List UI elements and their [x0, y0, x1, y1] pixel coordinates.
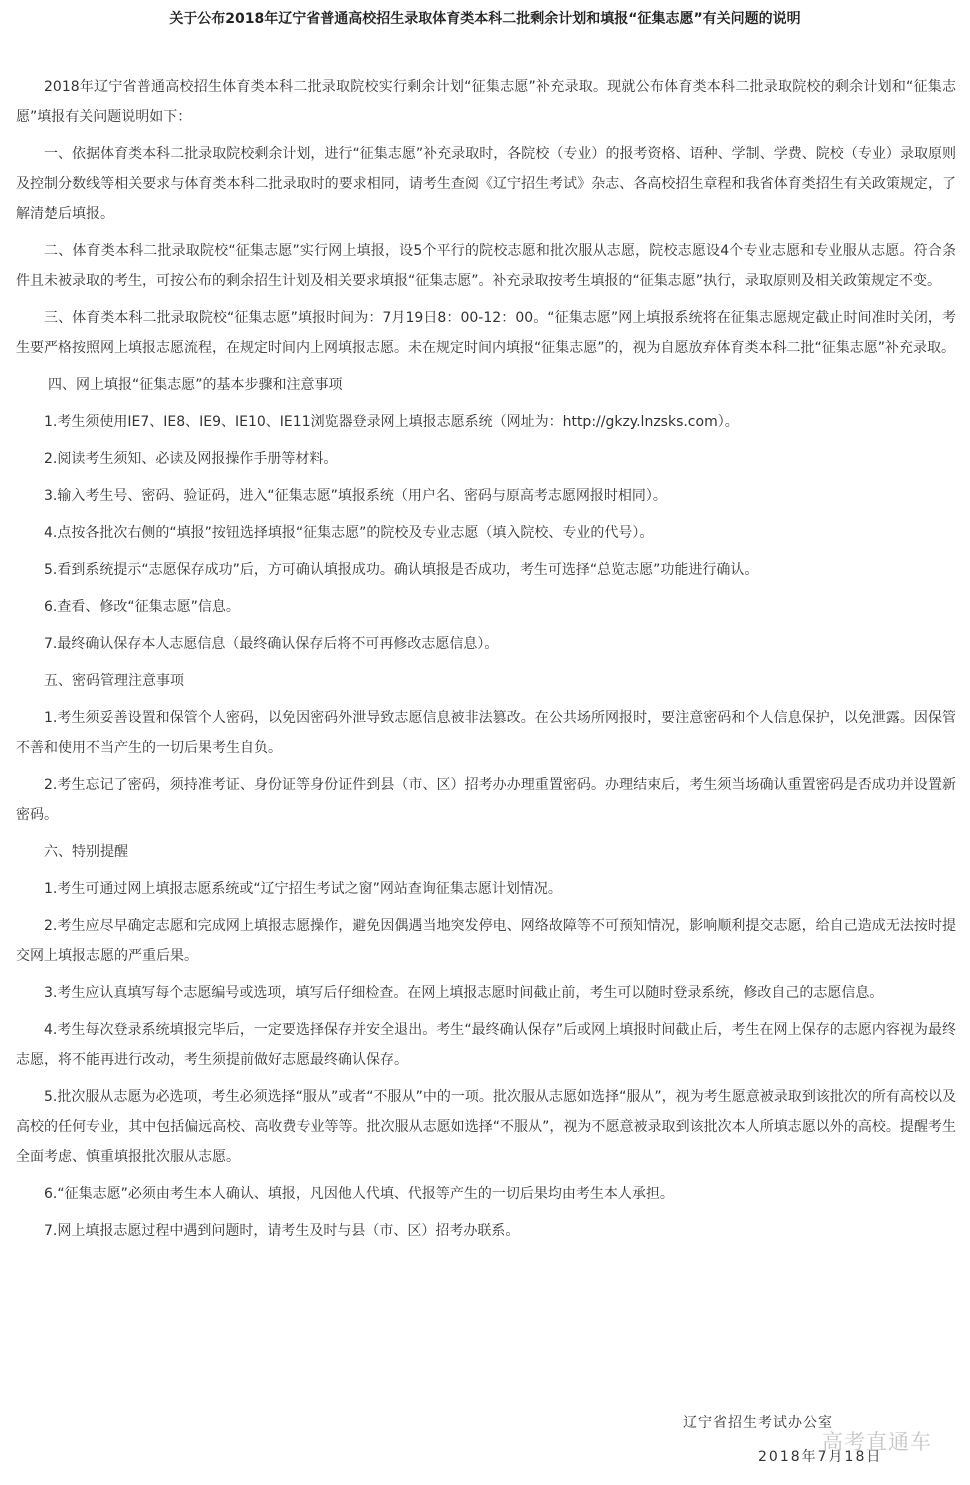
- section-2-paragraph: 二、体育类本科二批录取院校“征集志愿”实行网上填报，设5个平行的院校志愿和批次服从志愿，院校志愿设4个专业志愿和专业服从志愿。符合条件且未被录取的考生，可按公布的剩余招生计划及相关要求填报“征集志愿”。补充录取按考生填报的“征集志愿”执行，录取原则及相关政策规定不变。: [16, 243, 956, 289]
- reminder-item: 7.网上填报志愿过程中遇到问题时，请考生及时与县（市、区）招考办联系。: [44, 1223, 520, 1239]
- document-body: [16, 72, 956, 1253]
- password-item: 1.考生须妥善设置和保管个人密码，以免因密码外泄导致志愿信息被非法篡改。在公共场所网报时，要注意密码和个人信息保护，以免泄露。因保管不善和使用不当产生的一切后果考生自负。: [16, 710, 956, 756]
- step-item: 5.看到系统提示“志愿保存成功”后，方可确认填报成功。确认填报是否成功，考生可选择“总览志愿”功能进行确认。: [44, 562, 759, 578]
- step-item: 3.输入考生号、密码、验证码，进入“征集志愿”填报系统（用户名、密码与原高考志愿网报时相同）。: [44, 488, 667, 504]
- section-6-heading: 六、特别提醒: [44, 844, 128, 860]
- document-title: 关于公布2018年辽宁省普通高校招生录取体育类本科二批剩余计划和填报“征集志愿”有关问题的说明: [169, 11, 801, 27]
- step-item: 1.考生须使用IE7、IE8、IE9、IE10、IE11浏览器登录网上填报志愿系统（网址为：http://gkzy.lnzsks.com）。: [44, 414, 739, 430]
- step-item: 7.最终确认保存本人志愿信息（最终确认保存后将不可再修改志愿信息）。: [44, 636, 499, 652]
- section-3-paragraph: 三、体育类本科二批录取院校“征集志愿”填报时间为：7月19日8：00-12：00。“征集志愿”网上填报系统将在征集志愿规定截止时间准时关闭，考生要严格按照网上填报志愿流程，在规定时间内上网填报志愿。未在规定时间内填报“征集志愿”的，视为自愿放弃体育类本科二批“征集志愿”补充录取。: [16, 310, 956, 356]
- reminder-item: 1.考生可通过网上填报志愿系统或“辽宁招生考试之窗”网站查询征集志愿计划情况。: [44, 881, 562, 897]
- section-1-paragraph: 一、依据体育类本科二批录取院校剩余计划，进行“征集志愿”补充录取时，各院校（专业）的报考资格、语种、学制、学费、院校（专业）录取原则及控制分数线等相关要求与体育类本科二批录取时的要求相同，请考生查阅《辽宁招生考试》杂志、各高校招生章程和我省体育类招生有关政策规定，了解清楚后填报。: [16, 146, 956, 222]
- reminder-item: 6.“征集志愿”必须由考生本人确认、填报，凡因他人代填、代报等产生的一切后果均由考生本人承担。: [44, 1186, 674, 1202]
- step-item: 4.点按各批次右侧的“填报”按钮选择填报“征集志愿”的院校及专业志愿（填入院校、专业的代号）。: [44, 525, 654, 541]
- issue-date: 2018年7月18日: [758, 1449, 883, 1465]
- reminder-item: 2.考生应尽早确定志愿和完成网上填报志愿操作，避免因偶遇当地突发停电、网络故障等不可预知情况，影响顺利提交志愿，给自己造成无法按时提交网上填报志愿的严重后果。: [16, 918, 956, 964]
- reminder-item: 4.考生每次登录系统填报完毕后，一定要选择保存并安全退出。考生“最终确认保存”后或网上填报时间截止后，考生在网上保存的志愿内容视为最终志愿，将不能再进行改动，考生须提前做好志愿最终确认保存。: [16, 1022, 956, 1068]
- issuer-signature: 辽宁省招生考试办公室: [683, 1415, 833, 1431]
- reminder-item: 5.批次服从志愿为必选项，考生必须选择“服从”或者“不服从”中的一项。批次服从志愿如选择“服从”，视为考生愿意被录取到该批次的所有高校以及高校的任何专业，其中包括偏远高校、高收费专业等等。批次服从志愿如选择“不服从”，视为不愿意被录取到该批次本人所填志愿以外的高校。提醒考生全面考虑、慎重填报批次服从志愿。: [16, 1089, 956, 1165]
- section-5-heading: 五、密码管理注意事项: [44, 673, 184, 689]
- reminder-item: 3.考生应认真填写每个志愿编号或选项，填写后仔细检查。在网上填报志愿时间截止前，考生可以随时登录系统，修改自己的志愿信息。: [44, 985, 884, 1001]
- password-item: 2.考生忘记了密码，须持准考证、身份证等身份证件到县（市、区）招考办办理重置密码。办理结束后，考生须当场确认重置密码是否成功并设置新密码。: [16, 777, 956, 823]
- step-item: 6.查看、修改“征集志愿”信息。: [44, 599, 240, 615]
- step-item: 2.阅读考生须知、必读及网报操作手册等材料。: [44, 451, 338, 467]
- section-4-heading: 四、网上填报“征集志愿”的基本步骤和注意事项: [48, 377, 343, 393]
- intro-paragraph: 2018年辽宁省普通高校招生体育类本科二批录取院校实行剩余计划“征集志愿”补充录取。现就公布体育类本科二批录取院校的剩余计划和“征集志愿”填报有关问题说明如下：: [16, 79, 956, 125]
- watermark: 高考直通车: [822, 1430, 932, 1454]
